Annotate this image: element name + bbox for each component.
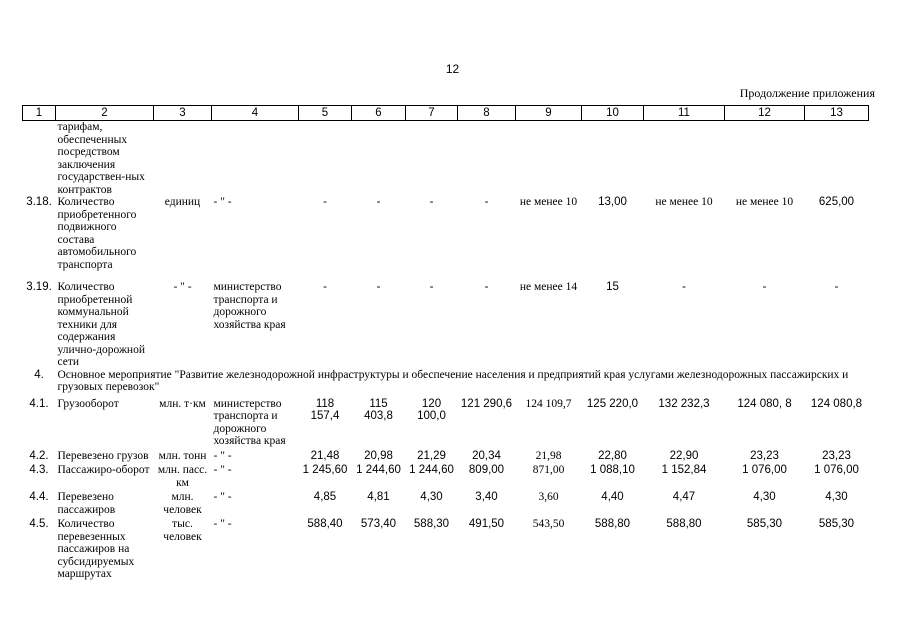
table-cell: 121 290,6	[460, 397, 513, 410]
table-cell: 1 244,60	[409, 464, 454, 476]
table-row	[23, 489, 869, 516]
column-header: 8	[458, 106, 516, 121]
table-cell	[406, 121, 458, 197]
table-cell: - " -	[173, 281, 192, 293]
table-cell: Количество перевезенных пассажиров на субсидируемых маршрутах	[57, 518, 135, 580]
table-cell: 585,30	[818, 518, 855, 530]
table-cell: 573,40	[360, 518, 397, 530]
table-cell: Перевезено пассажиров	[57, 491, 116, 516]
column-header: 6	[352, 106, 406, 121]
table-cell: -	[484, 196, 489, 208]
table-cell: 4.2.	[29, 449, 49, 462]
table-cell: 588,80	[666, 518, 702, 530]
table-cell: -	[376, 196, 381, 208]
table-cell: 4,30	[753, 491, 776, 503]
table-cell	[352, 121, 406, 197]
table-cell: 4.	[34, 368, 44, 381]
table-cell: 22,90	[669, 449, 699, 462]
table-cell: -	[834, 281, 839, 293]
table-cell: 1 088,10	[590, 464, 635, 476]
table-cell: единиц	[164, 196, 201, 208]
column-header: 9	[516, 106, 582, 121]
table-cell: млн. человек	[163, 491, 202, 516]
table-cell: 132 232,3	[658, 397, 710, 410]
table-cell: 124 080, 8	[737, 397, 792, 410]
table-cell: 4.5.	[29, 518, 49, 530]
table-cell: 125 220,0	[586, 397, 639, 410]
table-cell: 15	[606, 281, 619, 293]
table-cell: 1 152,84	[661, 464, 707, 476]
table-cell: 1 245,60	[302, 464, 348, 476]
table-cell	[299, 121, 352, 197]
table-cell: 3,60	[538, 491, 559, 503]
table-cell: 23,23	[822, 449, 851, 462]
table-cell: 588,30	[413, 518, 450, 530]
data-table	[22, 105, 869, 581]
table-cell: 4,85	[313, 491, 337, 503]
column-header: 3	[154, 106, 212, 121]
table-cell: 4.3.	[29, 464, 49, 476]
table-cell: не менее 14	[519, 281, 578, 293]
table-cell: Основное мероприятие "Развитие железнодорожной инфраструктуры и обеспечение населения и предприятий края услугами железнодорожных пассажирских и грузовых перевозок"	[57, 368, 849, 393]
column-header: 5	[299, 106, 352, 121]
table-cell	[644, 121, 725, 197]
table-cell: 4,47	[672, 491, 696, 503]
table-cell: министерство транспорта и дорожного хозяйства края	[213, 281, 286, 331]
table-cell: -	[429, 196, 434, 208]
table-cell: Перевезено грузов	[57, 449, 149, 462]
table-cell: 4.1.	[29, 397, 49, 410]
column-header: 2	[56, 106, 154, 121]
table-row	[23, 369, 869, 394]
table-cell: 23,23	[750, 449, 779, 462]
table-cell: - " -	[213, 196, 232, 208]
table-cell: -	[762, 281, 767, 293]
table-row	[23, 516, 869, 581]
table-cell: 3.19.	[26, 281, 52, 293]
table-cell: 4,30	[420, 491, 443, 503]
table-cell: млн. пасс. км	[157, 464, 208, 489]
table-cell: - " -	[213, 518, 232, 530]
table-cell: 22,80	[598, 449, 627, 462]
table-cell: 13,00	[598, 196, 627, 208]
table-cell: Количество приобретенной коммунальной техники для содержания улично-дорожной сети	[57, 281, 145, 368]
table-cell: -	[429, 281, 434, 293]
table-cell: министерство транспорта и дорожного хозяйства края	[213, 397, 286, 447]
table-cell: Грузооборот	[57, 397, 119, 410]
table-cell: 588,40	[307, 518, 343, 530]
column-header: 4	[212, 106, 299, 121]
table-cell	[154, 121, 212, 197]
table-cell: -	[323, 281, 327, 293]
column-header: 12	[725, 106, 805, 121]
column-header: 7	[406, 106, 458, 121]
table-cell: 871,00	[532, 464, 565, 476]
table-cell: 543,50	[532, 518, 565, 530]
continuation-label: Продолжение приложения	[739, 86, 875, 100]
table-row	[23, 196, 869, 271]
table-cell: тарифам, обеспеченных посредством заключения государствен-ных контрактов	[57, 121, 145, 196]
table-cell: 3.18.	[26, 196, 52, 208]
table-cell: 21,48	[310, 449, 340, 462]
table-cell	[516, 121, 582, 197]
table-cell: 120 100,0	[417, 397, 446, 422]
table-cell: - " -	[213, 449, 232, 462]
table-cell	[582, 121, 644, 197]
table-cell: 1 244,60	[356, 464, 401, 476]
table-cell: 118 157,4	[310, 397, 340, 422]
table-cell: тыс. человек	[163, 518, 202, 543]
table-row	[23, 271, 869, 369]
table-cell: 3,40	[475, 491, 498, 503]
table-cell: Количество приобретенного подвижного состава автомобильного транспорта	[57, 196, 137, 271]
table-row	[23, 121, 869, 197]
table-cell: не менее 10	[655, 196, 713, 208]
table-cell: -	[323, 196, 327, 208]
table-cell: 4.4.	[29, 491, 49, 503]
table-cell: 4,81	[367, 491, 390, 503]
table-cell: 115 403,8	[364, 397, 393, 422]
table-cell: 491,50	[468, 518, 505, 530]
table-cell: Пассажиро-оборот	[57, 464, 150, 476]
table-cell: не менее 10	[735, 196, 794, 208]
table-cell: 20,34	[472, 449, 501, 462]
table-cell: -	[682, 281, 686, 293]
table-cell	[458, 121, 516, 197]
column-header: 10	[582, 106, 644, 121]
table-cell: 21,98	[535, 449, 562, 462]
table-cell: 124 109,7	[525, 397, 572, 410]
table-row	[23, 394, 869, 448]
table-cell	[725, 121, 805, 197]
table-cell: -	[376, 281, 381, 293]
table-cell	[212, 121, 299, 197]
table-cell: млн. т·км	[159, 397, 206, 410]
table-row	[23, 462, 869, 489]
column-header: 1	[23, 106, 56, 121]
table-cell: 124 080,8	[810, 397, 863, 410]
table-cell: 4,30	[825, 491, 848, 503]
table-cell: 588,80	[594, 518, 631, 530]
table-row	[23, 448, 869, 463]
table-cell: - " -	[213, 464, 232, 476]
table-cell	[805, 121, 869, 197]
table-cell: 20,98	[364, 449, 393, 462]
header-row	[23, 106, 869, 121]
table-cell: 1 076,00	[742, 464, 787, 476]
table-cell: 585,30	[746, 518, 783, 530]
table-cell: не менее 10	[519, 196, 578, 208]
table-cell: млн. тонн	[158, 449, 207, 462]
table-cell: 21,29	[417, 449, 446, 462]
page-number: 12	[445, 62, 460, 76]
table-cell: 1 076,00	[814, 464, 859, 476]
table-cell: 625,00	[818, 196, 855, 208]
table-cell	[23, 121, 56, 197]
table-cell: -	[484, 281, 489, 293]
table-cell: 4,40	[601, 491, 624, 503]
column-header: 13	[805, 106, 869, 121]
column-header: 11	[644, 106, 725, 121]
table-cell: 809,00	[468, 464, 505, 476]
table-cell: - " -	[213, 491, 232, 503]
